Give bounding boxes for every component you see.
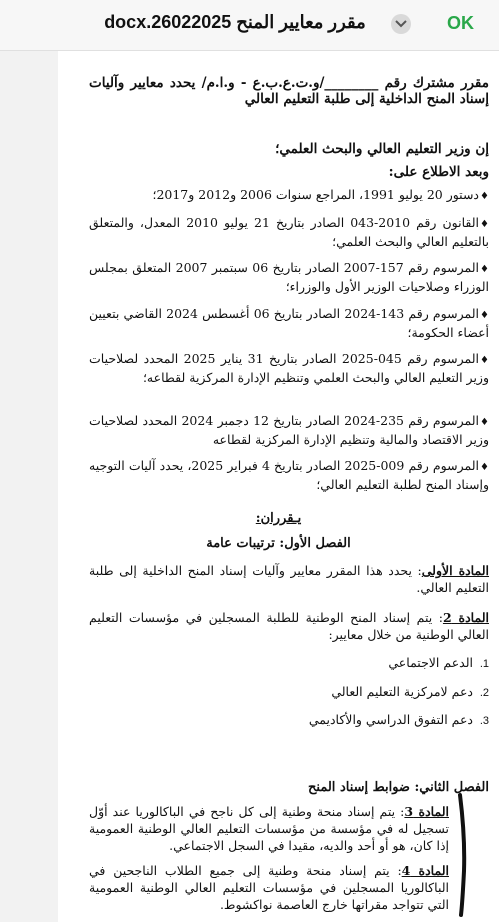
bullet-icon: ♦ [480, 191, 489, 202]
handwritten-mark [456, 791, 472, 919]
reference-item: ♦المرسوم رقم 045-2025 الصادر بتاريخ 31 يناير 2025 المحدد لصلاحيات وزير التعليم العالي والبحث العلمي وتنظيم الإدارة المركزية لقطاعه؛ [89, 351, 489, 385]
decision-heading: مقرر مشترك رقم ________/و.ت.ع.ب.ع - و.ا.م/ يحدد معايير وآليات إسناد المنح الداخلية إلى طلبة التعليم العالي [89, 75, 489, 107]
article-4 [89, 862, 449, 913]
preamble: إن وزير التعليم العالي والبحث العلمي؛ [275, 141, 489, 157]
done-button[interactable]: OK [447, 13, 474, 33]
article-3-text: : يتم إسناد منحة وطنية إلى كل ناجح في الباكالوريا عند أوّل تسجيل له في مؤسسة من مؤسسات التعليم العالي الوطنية العمومية إذا كان، هو أو أحد والديه، مقيدا في السجل الاجتماعي. [89, 804, 449, 853]
bullet-icon: ♦ [480, 355, 489, 366]
criterion-item: 2.دعم لامركزية التعليم العالي [331, 684, 489, 699]
reference-item: ♦دستور 20 يوليو 1991، المراجع سنوات 2006 و2012 و2017؛ [89, 186, 489, 205]
top-bar [0, 0, 499, 51]
criterion-item: 3.دعم التفوق الدراسي والأكاديمي [308, 712, 489, 727]
reference-item: ♦المرسوم رقم 143-2024 الصادر بتاريخ 06 أغسطس 2024 القاضي بتعيين أعضاء الحكومة؛ [89, 306, 489, 340]
document-content [58, 51, 499, 922]
bullet-icon: ♦ [480, 417, 489, 428]
chapter-1-title: الفصل الأول: ترتيبات عامة [206, 536, 351, 551]
decides-heading: يـقرران: [255, 511, 302, 526]
criterion-item: 1.الدعم الاجتماعي [388, 655, 489, 670]
reference-item: ♦المرسوم رقم 157-2007 الصادر بتاريخ 06 سبتمبر 2007 المتعلق بمجلس الوزراء وصلاحيات الوزير الأول والوزراء؛ [89, 260, 489, 294]
article-3-label: المادة 3 [404, 804, 449, 819]
article-4-text: : يتم إسناد منحة وطنية إلى جميع الطلاب الناجحين في الباكالوريا المسجلين في مؤسسات التعليم العالي الوطنية العمومية التي تتواجد مقراتها خارج العاصمة نواكشوط. [89, 863, 449, 912]
article-3 [89, 803, 449, 854]
chapter-2-title: الفصل الثاني: ضوابط إسناد المنح [308, 780, 489, 795]
article-1 [89, 562, 489, 596]
reference-item: ♦المرسوم رقم 235-2024 الصادر بتاريخ 12 دجمبر 2024 المحدد لصلاحيات وزير الاقتصاد والمالية وتنظيم الإدارة المركزية لقطاعه [89, 413, 489, 447]
after-review: وبعد الاطلاع على: [388, 164, 489, 180]
bullet-icon: ♦ [480, 219, 490, 230]
bullet-icon: ♦ [480, 462, 489, 473]
article-2 [89, 609, 489, 643]
article-1-text: : يحدد هذا المقرر معايير وآليات إسناد المنح الداخلية إلى طلبة التعليم العالي. [89, 563, 489, 595]
article-2-text: : يتم إسناد المنح الوطنية للطلبة المسجلين في مؤسسات التعليم العالي الوطنية من خلال معايير: [89, 610, 489, 642]
document-page[interactable] [58, 51, 499, 922]
reference-item: ♦المرسوم رقم 009-2025 الصادر بتاريخ 4 فبراير 2025، يحدد آليات التوجيه وإسناد المنح لطلبة التعليم العالي؛ [89, 458, 489, 492]
chevron-down-icon[interactable] [391, 14, 411, 34]
document-title: مقرر معايير المنح docx.26022025 [104, 12, 366, 32]
bullet-icon: ♦ [480, 264, 489, 275]
article-2-label: المادة 2 [442, 610, 489, 625]
article-4-label: المادة 4 [401, 863, 449, 878]
bullet-icon: ♦ [480, 310, 489, 321]
reference-item: ♦القانون رقم 2010-043 الصادر بتاريخ 21 يوليو 2010 المعدل، والمتعلق بالتعليم العالي والبحث العلمي؛ [89, 215, 490, 249]
article-1-label: المادة الأولى [421, 563, 490, 578]
